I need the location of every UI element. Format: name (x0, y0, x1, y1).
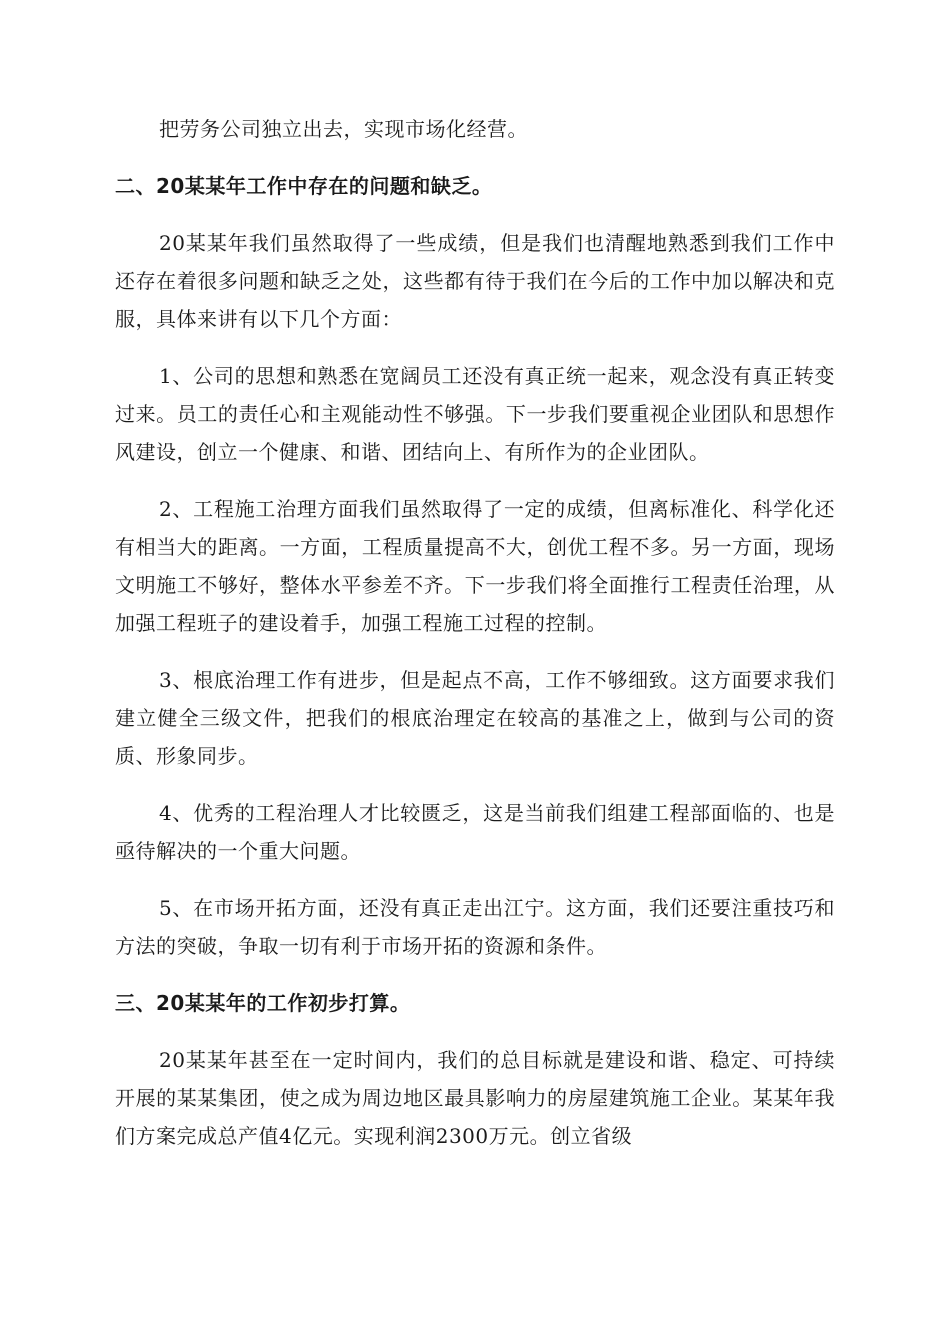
document-body (115, 110, 835, 1174)
paragraph-problem-1: 1、公司的思想和熟悉在宽阔员工还没有真正统一起来，观念没有真正转变过来。员工的责任心和主观能动性不够强。下一步我们要重视企业团队和思想作风建设，创立一个健康、和谐、团结向上、有所作为的企业团队。 (115, 364, 835, 464)
paragraph-problem-4: 4、优秀的工程治理人才比较匮乏，这是当前我们组建工程部面临的、也是亟待解决的一个重大问题。 (115, 801, 835, 863)
section-heading-problems: 二、20某某年工作中存在的问题和缺乏。 (115, 174, 493, 198)
paragraph-problem-2: 2、工程施工治理方面我们虽然取得了一定的成绩，但离标准化、科学化还有相当大的距离。一方面，工程质量提高不大，创优工程不多。另一方面，现场文明施工不够好，整体水平参差不齐。下一步我们将全面推行工程责任治理，从加强工程班子的建设着手，加强工程施工过程的控制。 (115, 497, 835, 635)
paragraph-problem-5: 5、在市场开拓方面，还没有真正走出江宁。这方面，我们还要注重技巧和方法的突破，争取一切有利于市场开拓的资源和条件。 (115, 896, 835, 958)
paragraph-plans-intro: 20某某年甚至在一定时间内，我们的总目标就是建设和谐、稳定、可持续开展的某某集团，使之成为周边地区最具影响力的房屋建筑施工企业。某某年我们方案完成总产值4亿元。实现利润2300万元。创立省级 (115, 1048, 835, 1148)
paragraph-problems-intro: 20某某年我们虽然取得了一些成绩，但是我们也清醒地熟悉到我们工作中还存在着很多问题和缺乏之处，这些都有待于我们在今后的工作中加以解决和克服，具体来讲有以下几个方面： (115, 231, 835, 331)
section-heading-plans: 三、20某某年的工作初步打算。 (115, 991, 411, 1015)
paragraph-labor-company: 把劳务公司独立出去，实现市场化经营。 (159, 117, 528, 141)
paragraph-problem-3: 3、根底治理工作有进步，但是起点不高，工作不够细致。这方面要求我们建立健全三级文件，把我们的根底治理定在较高的基准之上，做到与公司的资质、形象同步。 (115, 668, 835, 768)
